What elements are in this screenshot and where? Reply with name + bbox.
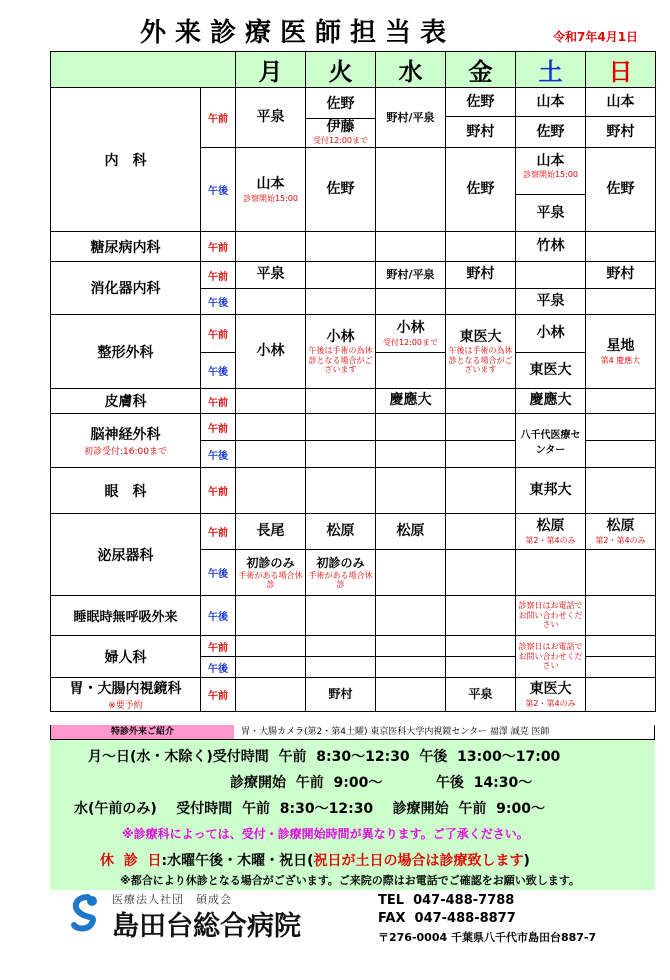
cell-naika-sun-am: 山本 野村 [586,88,656,148]
dept-seikei: 整形外科 [51,315,201,389]
special-clinic-intro [50,725,655,740]
cell-noshinkei-sat: 八千代医療センター [516,414,586,468]
hospital-name: 島田台総合病院 [112,911,301,942]
dept-shoka: 消化器内科 [51,262,201,315]
cell-hifu-wed: 慶應大 [376,389,446,414]
cell-hinyo-mon-am: 長尾 [236,514,306,550]
special-clinic-text: 胃・大腸カメラ(第2・第4土曜) 東京医科大学内視鏡センター 福澤 誠克 医師 [241,727,550,737]
cell-hinyo-sun-am: 松原 第2・第4のみ [586,514,656,550]
cell-hinyo-wed-am: 松原 [376,514,446,550]
fax-number: FAX 047-488-8877 [378,911,516,926]
pm-label: 午後 [201,148,236,232]
cell-shoka-mon-am: 平泉 [236,262,306,289]
pm-label: 午後 [201,353,236,389]
reception-info [50,740,655,890]
cell-hinyo-tue-am: 松原 [306,514,376,550]
cell-seikei-sun: 星地 第4 慶應大 [586,315,656,389]
cell-naika-wed-pm [376,148,446,232]
pm-label: 午後 [201,657,236,678]
dept-naika: 内 科 [51,88,201,232]
row-tonyo [51,232,656,262]
cell-tonyo-sat: 竹林 [516,232,586,262]
pm-label: 午後 [201,550,236,596]
row-hinyo-am [51,514,656,550]
cell-suimin-sat: 診察日はお電話でお問い合わせください [516,596,586,636]
header-sat: 土 [516,52,586,88]
cell-shoka-sat-pm: 平泉 [516,289,586,315]
dept-ganka: 眼 科 [51,468,201,514]
pm-label: 午後 [201,289,236,315]
row-seikei-am [51,315,656,353]
dept-fujin: 婦人科 [51,636,201,678]
cell-seikei-tue: 小林 午後は手術の為休診となる場合がございます [306,315,376,389]
row-shoka-am [51,262,656,289]
tel-number: TEL 047-488-7788 [378,893,515,908]
row-fujin-am [51,636,656,657]
cell-naika-sat-am: 山本 佐野 [516,88,586,148]
cell-naika-tue-pm: 佐野 [306,148,376,232]
cell-ichou-fri: 平泉 [446,678,516,712]
cell-naika-mon-am: 平泉 [236,88,306,148]
cell-seikei-wed: 小林 受付12:00まで [376,315,446,353]
address: 〒276-0004 千葉県八千代市島田台887-7 [378,931,597,944]
reception-hours: 月～日(水・木除く)受付時間 午前 8:30～12:30 午後 13:00～17:00 [88,749,561,765]
am-label: 午前 [201,389,236,414]
special-clinic-label: 特診外来ご紹介 [51,725,234,739]
am-label: 午前 [201,678,236,712]
cell-hifu-sat: 慶應大 [516,389,586,414]
header-fri: 金 [446,52,516,88]
cell-hinyo-sat-am: 松原 第2・第4のみ [516,514,586,550]
closed-days: 休 診 日:水曜午後・木曜・祝日(祝日が土日の場合は診療致します) [100,853,530,869]
cell-naika-sun-pm: 佐野 [586,148,656,232]
cell-shoka-fri-am: 野村 [446,262,516,289]
header-blank [51,52,236,88]
dept-ichou: 胃・大腸内視鏡科 ※要予約 [51,678,201,712]
cell-hinyo-tue-pm: 初診のみ 手術がある場合休診 [306,550,376,596]
am-label: 午前 [201,636,236,657]
am-label: 午前 [201,262,236,289]
dept-suimin: 睡眠時無呼吸外来 [51,596,201,636]
hospital-logo-icon [68,893,108,935]
header-wed: 水 [376,52,446,88]
wednesday-hours: 水(午前のみ) 受付時間 午前 8:30～12:30 診療開始 午前 9:00～ [74,801,545,817]
row-ichou [51,678,656,712]
cell-seikei-sat-pm: 東医大 [516,353,586,389]
closure-notice: ※都合により休診となる場合がございます。ご来院の際はお電話でご確認をお願い致します。 [120,874,580,887]
cell-naika-sat-pm: 山本 診察開始15:00 平泉 [516,148,586,232]
pm-label: 午後 [201,441,236,468]
dept-noshinkei: 脳神経外科 初診受付:16:00まで [51,414,201,468]
row-naika-am [51,88,656,148]
header-sun: 日 [586,52,656,88]
cell-naika-fri-am: 佐野 野村 [446,88,516,148]
am-label: 午前 [201,414,236,441]
cell-naika-fri-pm: 佐野 [446,148,516,232]
dept-hifu: 皮膚科 [51,389,201,414]
row-noshinkei-am [51,414,656,441]
consult-start: 診療開始 午前 9:00～ 午後 14:30～ [230,775,533,791]
pm-label: 午後 [201,596,236,636]
am-label: 午前 [201,315,236,353]
dept-hinyo: 泌尿器科 [51,514,201,596]
cell-seikei-sat-am: 小林 [516,315,586,353]
header-tue: 火 [306,52,376,88]
row-hifu [51,389,656,414]
cell-seikei-mon: 小林 [236,315,306,389]
am-label: 午前 [201,514,236,550]
cell-seikei-fri: 東医大 午後は手術の為休診となる場合がございます [446,315,516,389]
cell-hinyo-mon-pm: 初診のみ 手術がある場合休診 [236,550,306,596]
dept-time-note: ※診療科によっては、受付・診療開始時間が異なります。ご了承ください。 [122,827,529,841]
cell-shoka-wed-am: 野村/平泉 [376,262,446,289]
cell-naika-wed-am: 野村/平泉 [376,88,446,148]
cell-fujin-sat: 診察日はお電話でお問い合わせください [516,636,586,678]
row-ganka [51,468,656,514]
cell-naika-mon-pm: 山本 診察開始15:00 [236,148,306,232]
cell-naika-tue-am: 佐野 伊藤 受付12:00まで [306,88,376,148]
cell-ichou-sat: 東医大 第2・第4のみ [516,678,586,712]
am-label: 午前 [201,88,236,148]
cell-ichou-tue: 野村 [306,678,376,712]
am-label: 午前 [201,232,236,262]
page-title: 外来診療医師担当表 [140,18,456,48]
header-mon: 月 [236,52,306,88]
cell-shoka-sun-am: 野村 [586,262,656,289]
dept-tonyo: 糖尿病内科 [51,232,201,262]
cell-ganka-sat: 東邦大 [516,468,586,514]
row-suimin [51,596,656,636]
effective-date: 令和7年4月1日 [553,30,639,44]
schedule-table [50,51,656,712]
organization-name: 医療法人社団 碩成会 [112,893,232,906]
am-label: 午前 [201,468,236,514]
day-header-row [51,52,656,88]
